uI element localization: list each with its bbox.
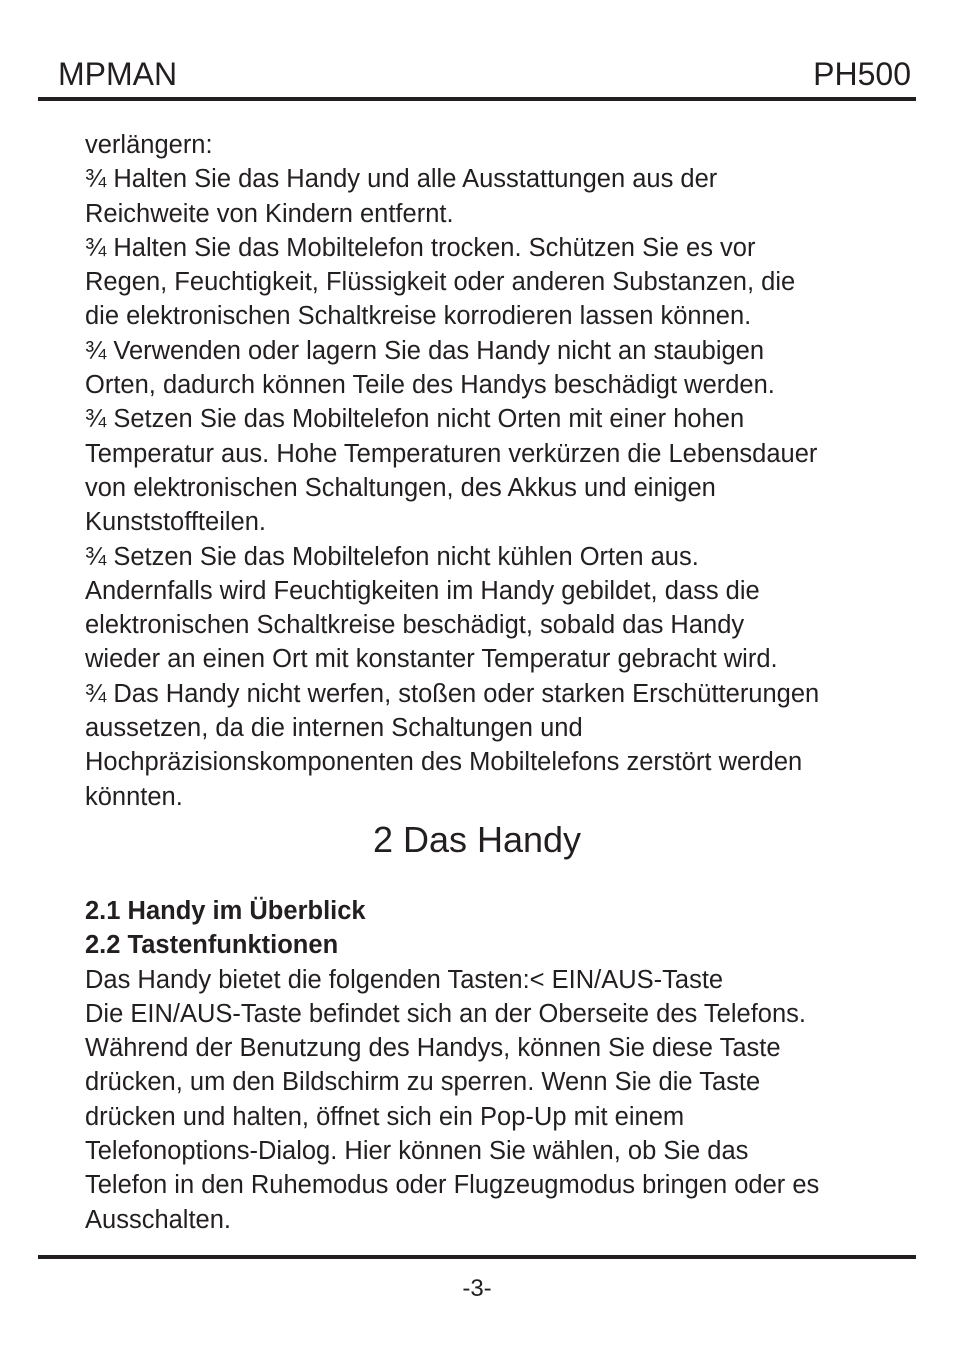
body-line: Andernfalls wird Feuchtigkeiten im Handy gebildet, dass die: [85, 576, 760, 605]
section-heading-overview: 2.1 Handy im Überblick: [85, 897, 366, 925]
body-line: von elektronischen Schaltungen, des Akkus und einigen: [85, 473, 716, 502]
section-line: drücken, um den Bildschirm zu sperren. Wenn Sie die Taste: [85, 1068, 761, 1097]
section-text: [85, 894, 905, 1237]
body-text: [85, 128, 905, 814]
body-line: Kunststoffteilen.: [85, 508, 266, 537]
section-line: Die EIN/AUS-Taste befindet sich an der Oberseite des Telefons.: [85, 999, 806, 1028]
body-line: ¾ Das Handy nicht werfen, stoßen oder starken Erschütterungen: [85, 679, 820, 708]
body-line: ¾ Setzen Sie das Mobiltelefon nicht kühlen Orten aus.: [85, 542, 699, 571]
body-line: elektronischen Schaltkreise beschädigt, sobald das Handy: [85, 611, 745, 640]
page-number: -3-: [462, 1275, 492, 1302]
section-line: drücken und halten, öffnet sich ein Pop-Up mit einem: [85, 1102, 685, 1131]
body-line: wieder an einen Ort mit konstanter Temperatur gebracht wird.: [85, 645, 778, 674]
body-line: die elektronischen Schaltkreise korrodieren lassen können.: [85, 302, 752, 331]
body-line: Regen, Feuchtigkeit, Flüssigkeit oder anderen Substanzen, die: [85, 268, 796, 297]
body-line: ¾ Halten Sie das Handy und alle Ausstattungen aus der: [85, 165, 718, 194]
section-line: Das Handy bietet die folgenden Tasten:< EIN/AUS-Taste: [85, 965, 724, 994]
body-line: könnten.: [85, 782, 183, 811]
body-line: aussetzen, da die internen Schaltungen und: [85, 714, 583, 743]
body-line: verlängern:: [85, 131, 213, 159]
footer-divider: [38, 1255, 916, 1259]
header-divider: [38, 97, 916, 101]
header-brand: MPMAN: [58, 56, 178, 92]
section-line: Ausschalten.: [85, 1205, 232, 1234]
page-header: [40, 52, 914, 100]
section-line: Telefonoptions-Dialog. Hier können Sie wählen, ob Sie das: [85, 1137, 749, 1166]
body-line: ¾ Verwenden oder lagern Sie das Handy nicht an staubigen: [85, 336, 765, 365]
body-line: Temperatur aus. Hohe Temperaturen verkürzen die Lebensdauer: [85, 439, 818, 468]
body-line: Orten, dadurch können Teile des Handys beschädigt werden.: [85, 371, 775, 400]
section-line: Während der Benutzung des Handys, können Sie diese Taste: [85, 1034, 781, 1063]
body-line: Hochpräzisionskomponenten des Mobiltelefons zerstört werden: [85, 748, 803, 777]
body-line: ¾ Halten Sie das Mobiltelefon trocken. Schützen Sie es vor: [85, 233, 756, 262]
body-line: ¾ Setzen Sie das Mobiltelefon nicht Orten mit einer hohen: [85, 405, 745, 434]
section-line: Telefon in den Ruhemodus oder Flugzeugmodus bringen oder es: [85, 1171, 820, 1200]
section-heading-keys: 2.2 Tastenfunktionen: [85, 931, 339, 960]
chapter-title: 2 Das Handy: [372, 819, 582, 860]
header-model: PH500: [813, 56, 911, 92]
body-line: Reichweite von Kindern entfernt.: [85, 199, 454, 228]
